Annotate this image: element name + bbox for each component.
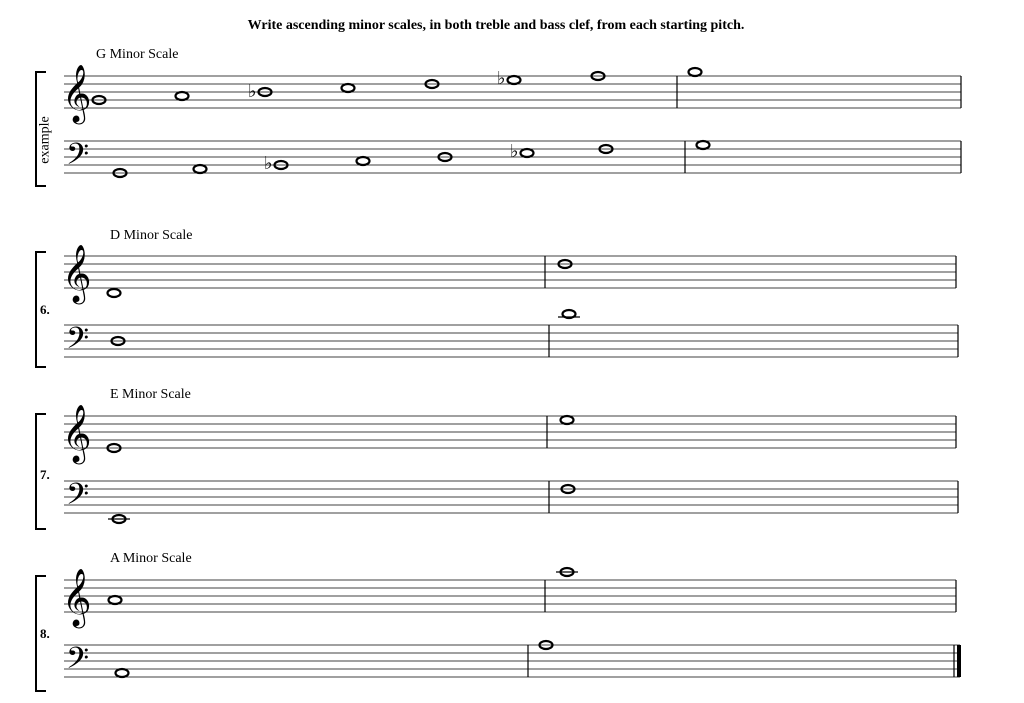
scale-label-g-minor: G Minor Scale — [96, 47, 179, 62]
whole-note-icon — [561, 416, 574, 424]
bass-staff — [64, 645, 960, 677]
system-bracket — [36, 72, 46, 186]
exercise-number-6: 6. — [40, 302, 50, 317]
bass-staff — [64, 325, 958, 357]
system-bracket — [36, 576, 46, 691]
whole-note-icon — [116, 669, 129, 677]
whole-note-icon — [357, 157, 370, 165]
system-d-minor — [36, 244, 958, 367]
flat-icon: ♭ — [248, 81, 257, 102]
whole-note-icon — [108, 289, 121, 297]
scale-label-d-minor: D Minor Scale — [110, 228, 193, 243]
bass-clef-icon: 𝄢 — [66, 322, 90, 363]
treble-clef-icon: 𝄞 — [62, 244, 92, 302]
system-bracket — [36, 252, 46, 367]
treble-staff — [64, 416, 956, 448]
whole-note-icon — [109, 596, 122, 604]
flat-icon: ♭ — [264, 153, 273, 174]
whole-note-icon — [342, 84, 355, 92]
whole-note-icon — [697, 141, 710, 149]
whole-note-icon — [689, 68, 702, 76]
treble-clef-icon: 𝄞 — [62, 64, 92, 122]
treble-clef-icon: 𝄞 — [62, 404, 92, 462]
whole-note-icon — [521, 149, 534, 157]
system-bracket — [36, 414, 46, 529]
system-a-minor — [36, 568, 960, 691]
treble-clef-icon: 𝄞 — [62, 568, 92, 626]
treble-staff — [64, 256, 956, 288]
bass-clef-icon: 𝄢 — [66, 642, 90, 683]
system-e-minor — [36, 404, 958, 529]
flat-icon: ♭ — [497, 68, 506, 89]
whole-note-icon — [194, 165, 207, 173]
flat-icon: ♭ — [510, 141, 519, 162]
bass-clef-icon: 𝄢 — [66, 478, 90, 519]
system-g-minor — [36, 64, 961, 186]
bass-staff — [64, 481, 958, 513]
example-side-label: example — [37, 116, 53, 164]
exercise-number-8: 8. — [40, 626, 50, 641]
exercise-number-7: 7. — [40, 467, 50, 482]
worksheet-title: Write ascending minor scales, in both treble and bass clef, from each starting pitch. — [247, 18, 745, 33]
treble-staff — [64, 580, 956, 612]
bass-clef-icon: 𝄢 — [66, 138, 90, 179]
scale-label-a-minor: A Minor Scale — [110, 551, 192, 566]
scale-label-e-minor: E Minor Scale — [110, 387, 191, 402]
whole-note-icon — [508, 76, 521, 84]
treble-staff — [64, 76, 961, 108]
whole-note-icon — [176, 92, 189, 100]
